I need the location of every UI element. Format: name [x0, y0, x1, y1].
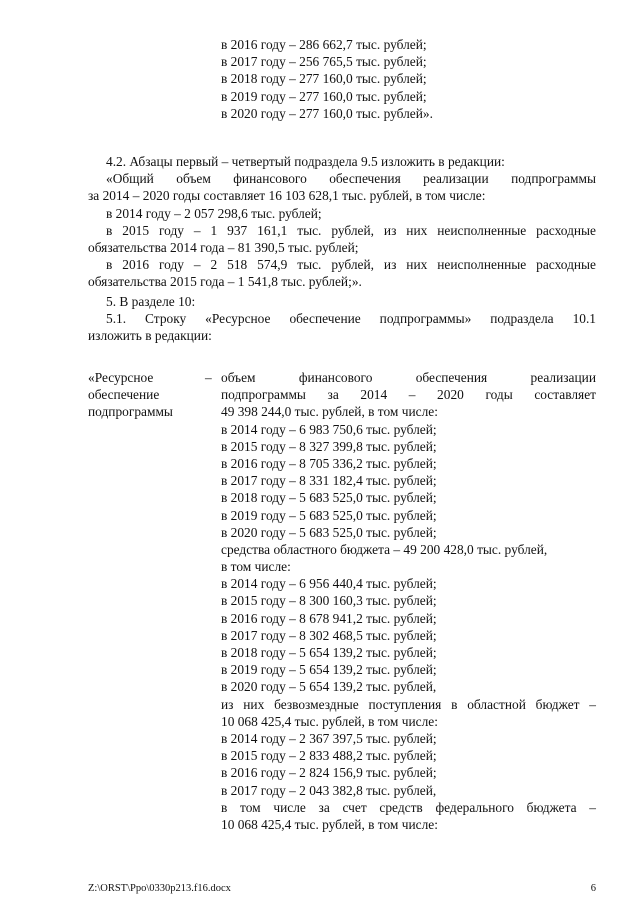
paragraph-line: в 2016 году – 2 518 574,9 тыс. рублей, из них неисполненные расходные	[106, 257, 596, 273]
value-line: в 2014 году – 6 983 750,6 тыс. рублей;	[221, 421, 437, 437]
value-line: в том числе:	[221, 559, 291, 575]
row-dash: –	[205, 370, 212, 385]
value-line: средства областного бюджета – 49 200 428,0 тыс. рублей,	[221, 541, 548, 557]
value-line: в 2017 году – 2 043 382,8 тыс. рублей,	[221, 782, 437, 798]
value-line: в 2020 году – 5 654 139,2 тыс. рублей,	[221, 679, 437, 695]
value-line: в 2017 году – 8 331 182,4 тыс. рублей;	[221, 473, 437, 489]
label-line: «Ресурсное	[88, 370, 154, 385]
value-line: в 2015 году – 2 833 488,2 тыс. рублей;	[221, 748, 437, 764]
paragraph-line: в 2014 году – 2 057 298,6 тыс. рублей;	[106, 205, 322, 221]
section-4-2-text	[88, 153, 596, 291]
value-line: в 2015 году – 8 300 160,3 тыс. рублей;	[221, 593, 437, 609]
value-line: в 2018 году – 5 683 525,0 тыс. рублей;	[221, 490, 437, 506]
resource-row-label	[88, 369, 222, 421]
paragraph-line: за 2014 – 2020 годы составляет 16 103 628,1 тыс. рублей, в том числе:	[88, 188, 486, 204]
section-4-2	[88, 153, 596, 291]
paragraph-line: 5. В разделе 10:	[106, 294, 196, 309]
value-line: 49 398 244,0 тыс. рублей, в том числе:	[221, 404, 438, 420]
funding-line: в 2020 году – 277 160,0 тыс. рублей».	[221, 105, 433, 121]
funding-line: в 2016 году – 286 662,7 тыс. рублей;	[221, 37, 427, 52]
paragraph-line: в 2015 году – 1 937 161,1 тыс. рублей, из них неисполненные расходные	[106, 222, 596, 238]
paragraph-line: 5.1. Строку «Ресурсное обеспечение подпрограммы» подраздела 10.1	[106, 311, 596, 327]
funding-line: в 2017 году – 256 765,5 тыс. рублей;	[221, 54, 427, 70]
label-line: обеспечение	[88, 387, 160, 403]
value-line: из них безвозмездные поступления в областной бюджет –	[221, 696, 596, 712]
value-line: в 2018 году – 5 654 139,2 тыс. рублей;	[221, 645, 437, 660]
resource-label-lines	[88, 369, 222, 421]
value-line: в 2016 году – 8 705 336,2 тыс. рублей;	[221, 455, 437, 471]
page-number: 6	[590, 883, 596, 894]
value-line: в 2017 году – 8 302 468,5 тыс. рублей;	[221, 627, 437, 643]
value-line: в 2014 году – 6 956 440,4 тыс. рублей;	[221, 576, 437, 592]
paragraph-line: обязательства 2014 года – 81 390,5 тыс. рублей;	[88, 239, 359, 255]
paragraph-line: обязательства 2015 года – 1 541,8 тыс. рублей;».	[88, 274, 362, 290]
value-line: подпрограммы за 2014 – 2020 годы составляет	[221, 387, 596, 403]
value-line: объем финансового обеспечения реализации	[221, 370, 596, 385]
value-line: 10 068 425,4 тыс. рублей, в том числе:	[221, 816, 438, 832]
paragraph-line: 4.2. Абзацы первый – четвертый подраздела 9.5 изложить в редакции:	[106, 154, 505, 169]
funding-line: в 2018 году – 277 160,0 тыс. рублей;	[221, 71, 427, 87]
resource-row-value	[221, 369, 596, 833]
funding-lines	[221, 36, 433, 122]
paragraph-line: изложить в редакции:	[88, 328, 212, 344]
funding-years-list	[221, 36, 433, 122]
value-line: в 2019 году – 5 654 139,2 тыс. рублей;	[221, 662, 437, 678]
value-line: 10 068 425,4 тыс. рублей, в том числе:	[221, 713, 438, 729]
value-line: в том числе за счет средств федерального бюджета –	[221, 799, 596, 815]
value-line: в 2016 году – 8 678 941,2 тыс. рублей;	[221, 610, 437, 626]
footer-file-path: Z:\ORST\Ppo\0330p213.f16.docx	[88, 883, 231, 894]
value-line: в 2019 году – 5 683 525,0 тыс. рублей;	[221, 507, 437, 523]
funding-line: в 2019 году – 277 160,0 тыс. рублей;	[221, 88, 427, 104]
resource-value-lines	[221, 369, 596, 833]
section-5-text	[88, 293, 596, 345]
value-line: в 2014 году – 2 367 397,5 тыс. рублей;	[221, 730, 437, 746]
paragraph-line: «Общий объем финансового обеспечения реализации подпрограммы	[106, 171, 596, 187]
value-line: в 2015 году – 8 327 399,8 тыс. рублей;	[221, 438, 437, 454]
section-5	[88, 293, 596, 345]
value-line: в 2016 году – 2 824 156,9 тыс. рублей;	[221, 765, 437, 781]
label-line: подпрограммы	[88, 404, 173, 420]
value-line: в 2020 году – 5 683 525,0 тыс. рублей;	[221, 524, 437, 540]
